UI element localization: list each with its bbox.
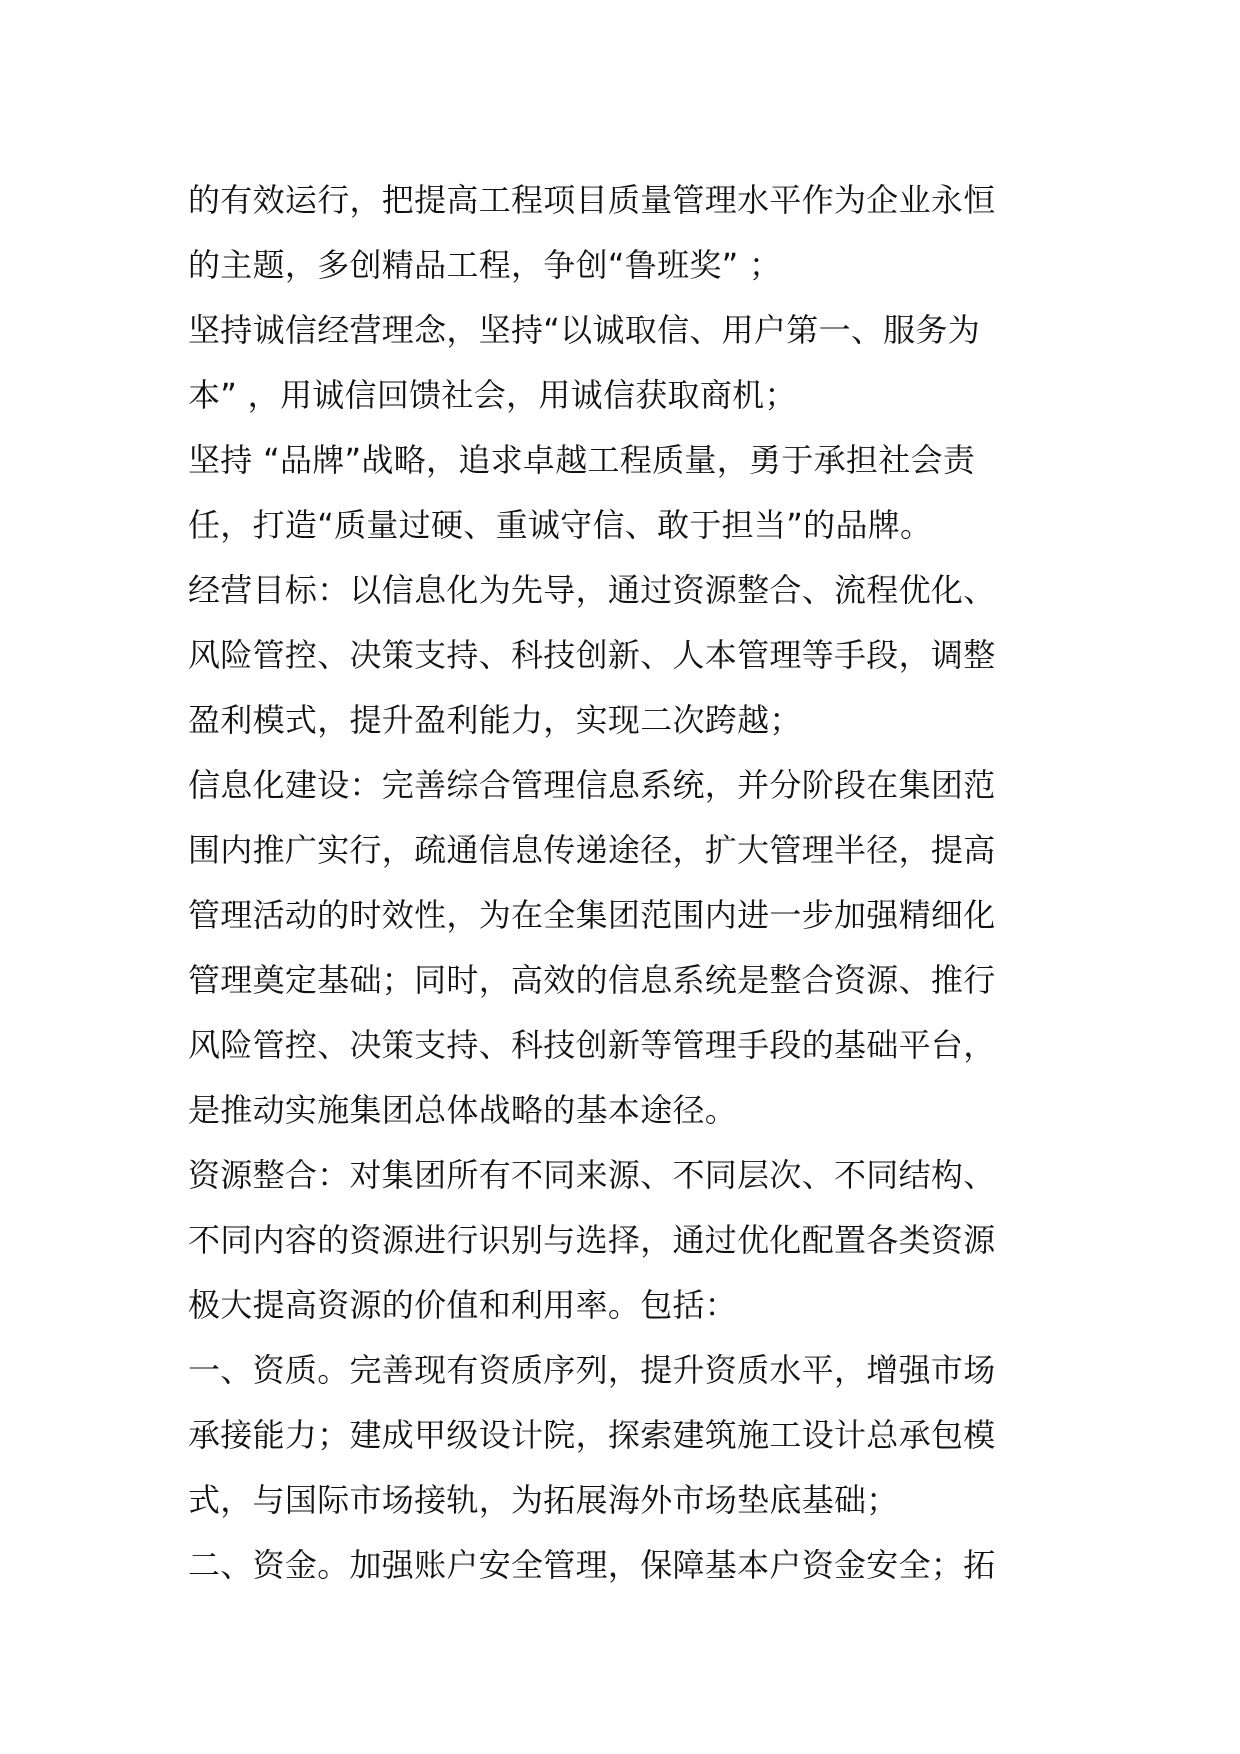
text-line: 坚持诚信经营理念，坚持“以诚取信、用户第一、服务为	[188, 311, 981, 349]
text-line: 是推动实施集团总体战略的基本途径。	[188, 1091, 738, 1129]
text-line: 管理奠定基础；同时，高效的信息系统是整合资源、推行	[188, 961, 996, 999]
text-line: 任，打造“质量过硬、重诚守信、敢于担当”的品牌。	[188, 506, 933, 544]
text-line: 承接能力；建成甲级设计院，探索建筑施工设计总承包模	[188, 1416, 996, 1454]
text-line: 围内推广实行，疏通信息传递途径，扩大管理半径，提高	[188, 831, 996, 869]
text-line: 不同内容的资源进行识别与选择，通过优化配置各类资源	[188, 1221, 996, 1259]
text-line: 式，与国际市场接轨，为拓展海外市场垫底基础；	[188, 1481, 899, 1519]
text-line: 资源整合：对集团所有不同来源、不同层次、不同结构、	[188, 1156, 996, 1194]
text-line: 极大提高资源的价值和利用率。包括：	[188, 1286, 738, 1324]
text-line: 一、资质。完善现有资质序列，提升资质水平，增强市场	[188, 1351, 996, 1389]
text-line: 坚持 “品牌”战略，追求卓越工程质量，勇于承担社会责	[188, 441, 976, 479]
text-line: 风险管控、决策支持、科技创新等管理手段的基础平台，	[188, 1026, 996, 1064]
text-line: 二、资金。加强账户安全管理，保障基本户资金安全；拓	[188, 1546, 996, 1584]
text-line: 的有效运行，把提高工程项目质量管理水平作为企业永恒	[188, 181, 996, 219]
text-line: 风险管控、决策支持、科技创新、人本管理等手段，调整	[188, 636, 996, 674]
text-line: 管理活动的时效性，为在全集团范围内进一步加强精细化	[188, 896, 996, 934]
text-line: 本” ，用诚信回馈社会，用诚信获取商机；	[188, 376, 797, 414]
text-line: 信息化建设：完善综合管理信息系统，并分阶段在集团范	[188, 766, 996, 804]
text-line: 的主题，多创精品工程，争创“鲁班奖” ；	[188, 246, 782, 284]
body-text	[188, 168, 1068, 1598]
text-line: 盈利模式，提升盈利能力，实现二次跨越；	[188, 701, 802, 739]
text-line: 经营目标：以信息化为先导，通过资源整合、流程优化、	[188, 571, 996, 609]
